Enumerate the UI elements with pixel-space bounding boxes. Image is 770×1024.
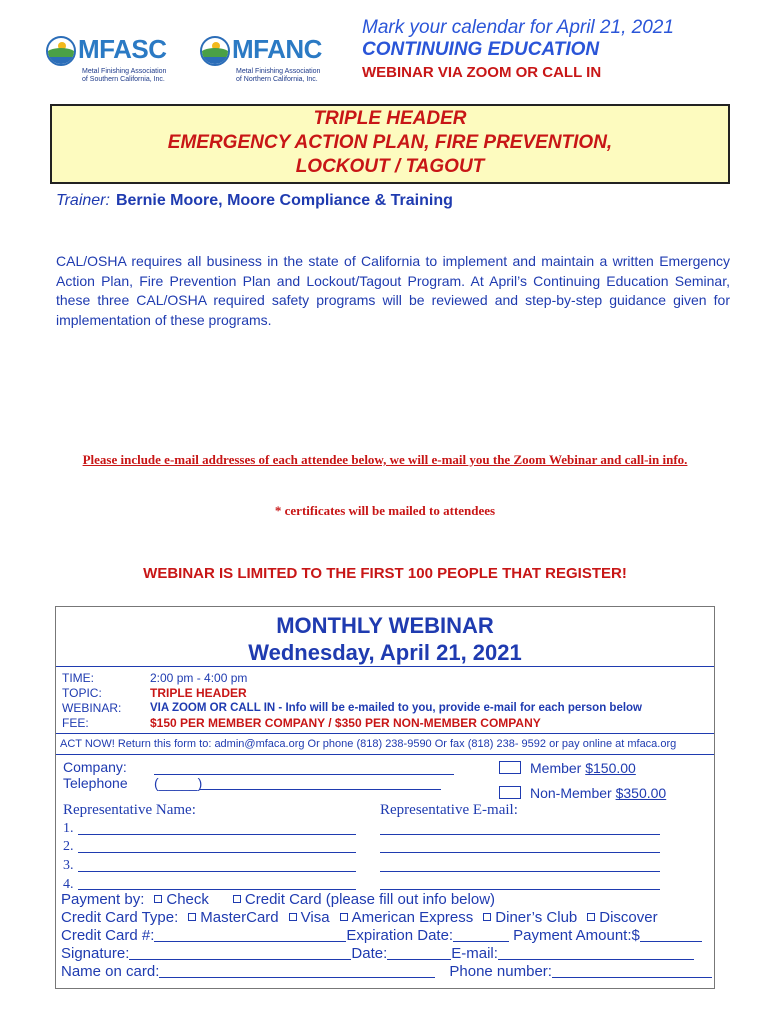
description-paragraph: CAL/OSHA requires all business in the state of California to implement and maintain a written Emergency Action Plan, Fire Prevention Plan and Lockout/Tagout Program. At April’s Continuing Education Seminar, these three CAL/OSHA required safety programs will be reviewed and step-by-step guidance given for implementation of these programs. [56, 253, 730, 328]
header-continuing-education: CONTINUING EDUCATION [362, 39, 600, 60]
discover-option: Discover [599, 909, 658, 926]
phone-number-field[interactable] [552, 964, 712, 978]
rep-number-3: 3. [63, 858, 74, 873]
mfasc-logo-name: MFASC [78, 34, 167, 64]
credit-card-checkbox[interactable] [233, 895, 241, 903]
name-on-card-field[interactable] [159, 964, 435, 978]
check-option: Check [166, 891, 209, 908]
trainer-line [56, 192, 453, 210]
rep-email-field-1[interactable] [380, 834, 660, 835]
fee-value: $150 PER MEMBER COMPANY / $350 PER NON-MEMBER COMPANY [150, 716, 541, 730]
rep-name-field-2[interactable] [78, 852, 356, 853]
name-on-card-row [61, 963, 712, 980]
telephone-field[interactable] [199, 789, 441, 790]
form-divider-3 [56, 754, 714, 755]
header-date-line: Mark your calendar for April 21, 2021 [362, 17, 674, 38]
card-number-row [61, 927, 702, 944]
email-label: E-mail: [451, 945, 498, 962]
mastercard-checkbox[interactable] [188, 913, 196, 921]
time-value: 2:00 pm - 4:00 pm [150, 671, 248, 685]
title-line-2: EMERGENCY ACTION PLAN, FIRE PREVENTION, [167, 132, 613, 153]
expiration-label: Expiration Date: [346, 927, 454, 944]
rep-number-1: 1. [63, 821, 74, 836]
email-field[interactable] [498, 946, 694, 960]
expiration-field[interactable] [453, 928, 509, 942]
signature-row [61, 945, 694, 962]
amex-option: American Express [351, 909, 474, 926]
rep-email-field-3[interactable] [380, 871, 660, 872]
nonmember-option: Non-Member $350.00 [530, 785, 667, 801]
signature-label: Signature: [61, 945, 130, 962]
date-label: Date: [351, 945, 388, 962]
form-date: Wednesday, April 21, 2021 [248, 640, 522, 665]
time-label: TIME: [62, 671, 94, 685]
form-divider-2 [56, 733, 714, 734]
form-divider [56, 666, 714, 667]
visa-checkbox[interactable] [289, 913, 297, 921]
topic-label: TOPIC: [62, 686, 102, 700]
visa-option: Visa [300, 909, 330, 926]
rep-number-2: 2. [63, 839, 74, 854]
payment-method-row [61, 891, 495, 908]
nonmember-checkbox[interactable] [499, 786, 521, 799]
company-label: Company: [63, 759, 127, 775]
act-now-line: ACT NOW! Return this form to: admin@mfaca.org Or phone (818) 238-9590 Or fax (818) 238- 9592 or pay online at mfaca.org [60, 738, 677, 750]
title-line-3: LOCKOUT / TAGOUT [295, 156, 485, 177]
mfasc-logo-subtitle: Metal Finishing Association of Southern California, Inc. [82, 68, 167, 83]
rep-name-field-3[interactable] [78, 871, 356, 872]
amex-checkbox[interactable] [340, 913, 348, 921]
amount-label: Payment Amount:$ [513, 927, 640, 944]
credit-card-option: Credit Card (please fill out info below) [244, 891, 496, 908]
rep-email-label: Representative E-mail: [380, 802, 518, 818]
limit-notice: WEBINAR IS LIMITED TO THE FIRST 100 PEOPLE THAT REGISTER! [143, 565, 627, 582]
signature-field[interactable] [129, 946, 351, 960]
mastercard-option: MasterCard [200, 909, 279, 926]
trainer-name: Bernie Moore, Moore Compliance & Training [115, 192, 453, 209]
mfanc-logo-subtitle: Metal Finishing Association of Northern California, Inc. [236, 68, 321, 83]
phone-number-label: Phone number: [449, 963, 552, 980]
card-type-row [61, 909, 658, 926]
diners-checkbox[interactable] [483, 913, 491, 921]
card-number-label: Credit Card #: [61, 927, 155, 944]
diners-option: Diner’s Club [495, 909, 578, 926]
rep-name-field-4[interactable] [78, 889, 356, 890]
rep-email-field-2[interactable] [380, 852, 660, 853]
check-checkbox[interactable] [154, 895, 162, 903]
card-number-field[interactable] [154, 928, 346, 942]
title-box [50, 104, 730, 184]
rep-name-label: Representative Name: [63, 802, 196, 818]
header-webinar-line: WEBINAR VIA ZOOM OR CALL IN [362, 64, 602, 81]
mfanc-emblem-icon [200, 36, 230, 66]
rep-email-field-4[interactable] [380, 889, 660, 890]
certificates-notice: * certificates will be mailed to attendees [274, 503, 496, 518]
mfanc-logo-name: MFANC [232, 34, 322, 64]
form-title: MONTHLY WEBINAR [276, 613, 494, 638]
title-line-1: TRIPLE HEADER [313, 108, 467, 129]
email-notice: Please include e-mail addresses of each attendee below, we will e-mail you the Zoom Webinar and call-in info. [82, 452, 688, 467]
telephone-area-code: (_____) [154, 775, 203, 791]
webinar-value: VIA ZOOM OR CALL IN - Info will be e-mailed to you, provide e-mail for each person below [150, 702, 643, 714]
name-on-card-label: Name on card: [61, 963, 160, 980]
topic-value: TRIPLE HEADER [150, 686, 247, 700]
amount-field[interactable] [640, 928, 702, 942]
fee-label: FEE: [62, 716, 89, 730]
mfasc-emblem-icon [46, 36, 76, 66]
card-type-label: Credit Card Type: [61, 909, 179, 926]
rep-name-field-1[interactable] [78, 834, 356, 835]
webinar-label: WEBINAR: [62, 701, 122, 715]
telephone-label: Telephone [63, 775, 128, 791]
date-field[interactable] [387, 946, 451, 960]
discover-checkbox[interactable] [587, 913, 595, 921]
trainer-label: Trainer: [56, 192, 110, 209]
rep-number-4: 4. [63, 877, 74, 892]
payment-by-label: Payment by: [61, 891, 145, 908]
member-checkbox[interactable] [499, 761, 521, 774]
member-option: Member $150.00 [530, 760, 636, 776]
